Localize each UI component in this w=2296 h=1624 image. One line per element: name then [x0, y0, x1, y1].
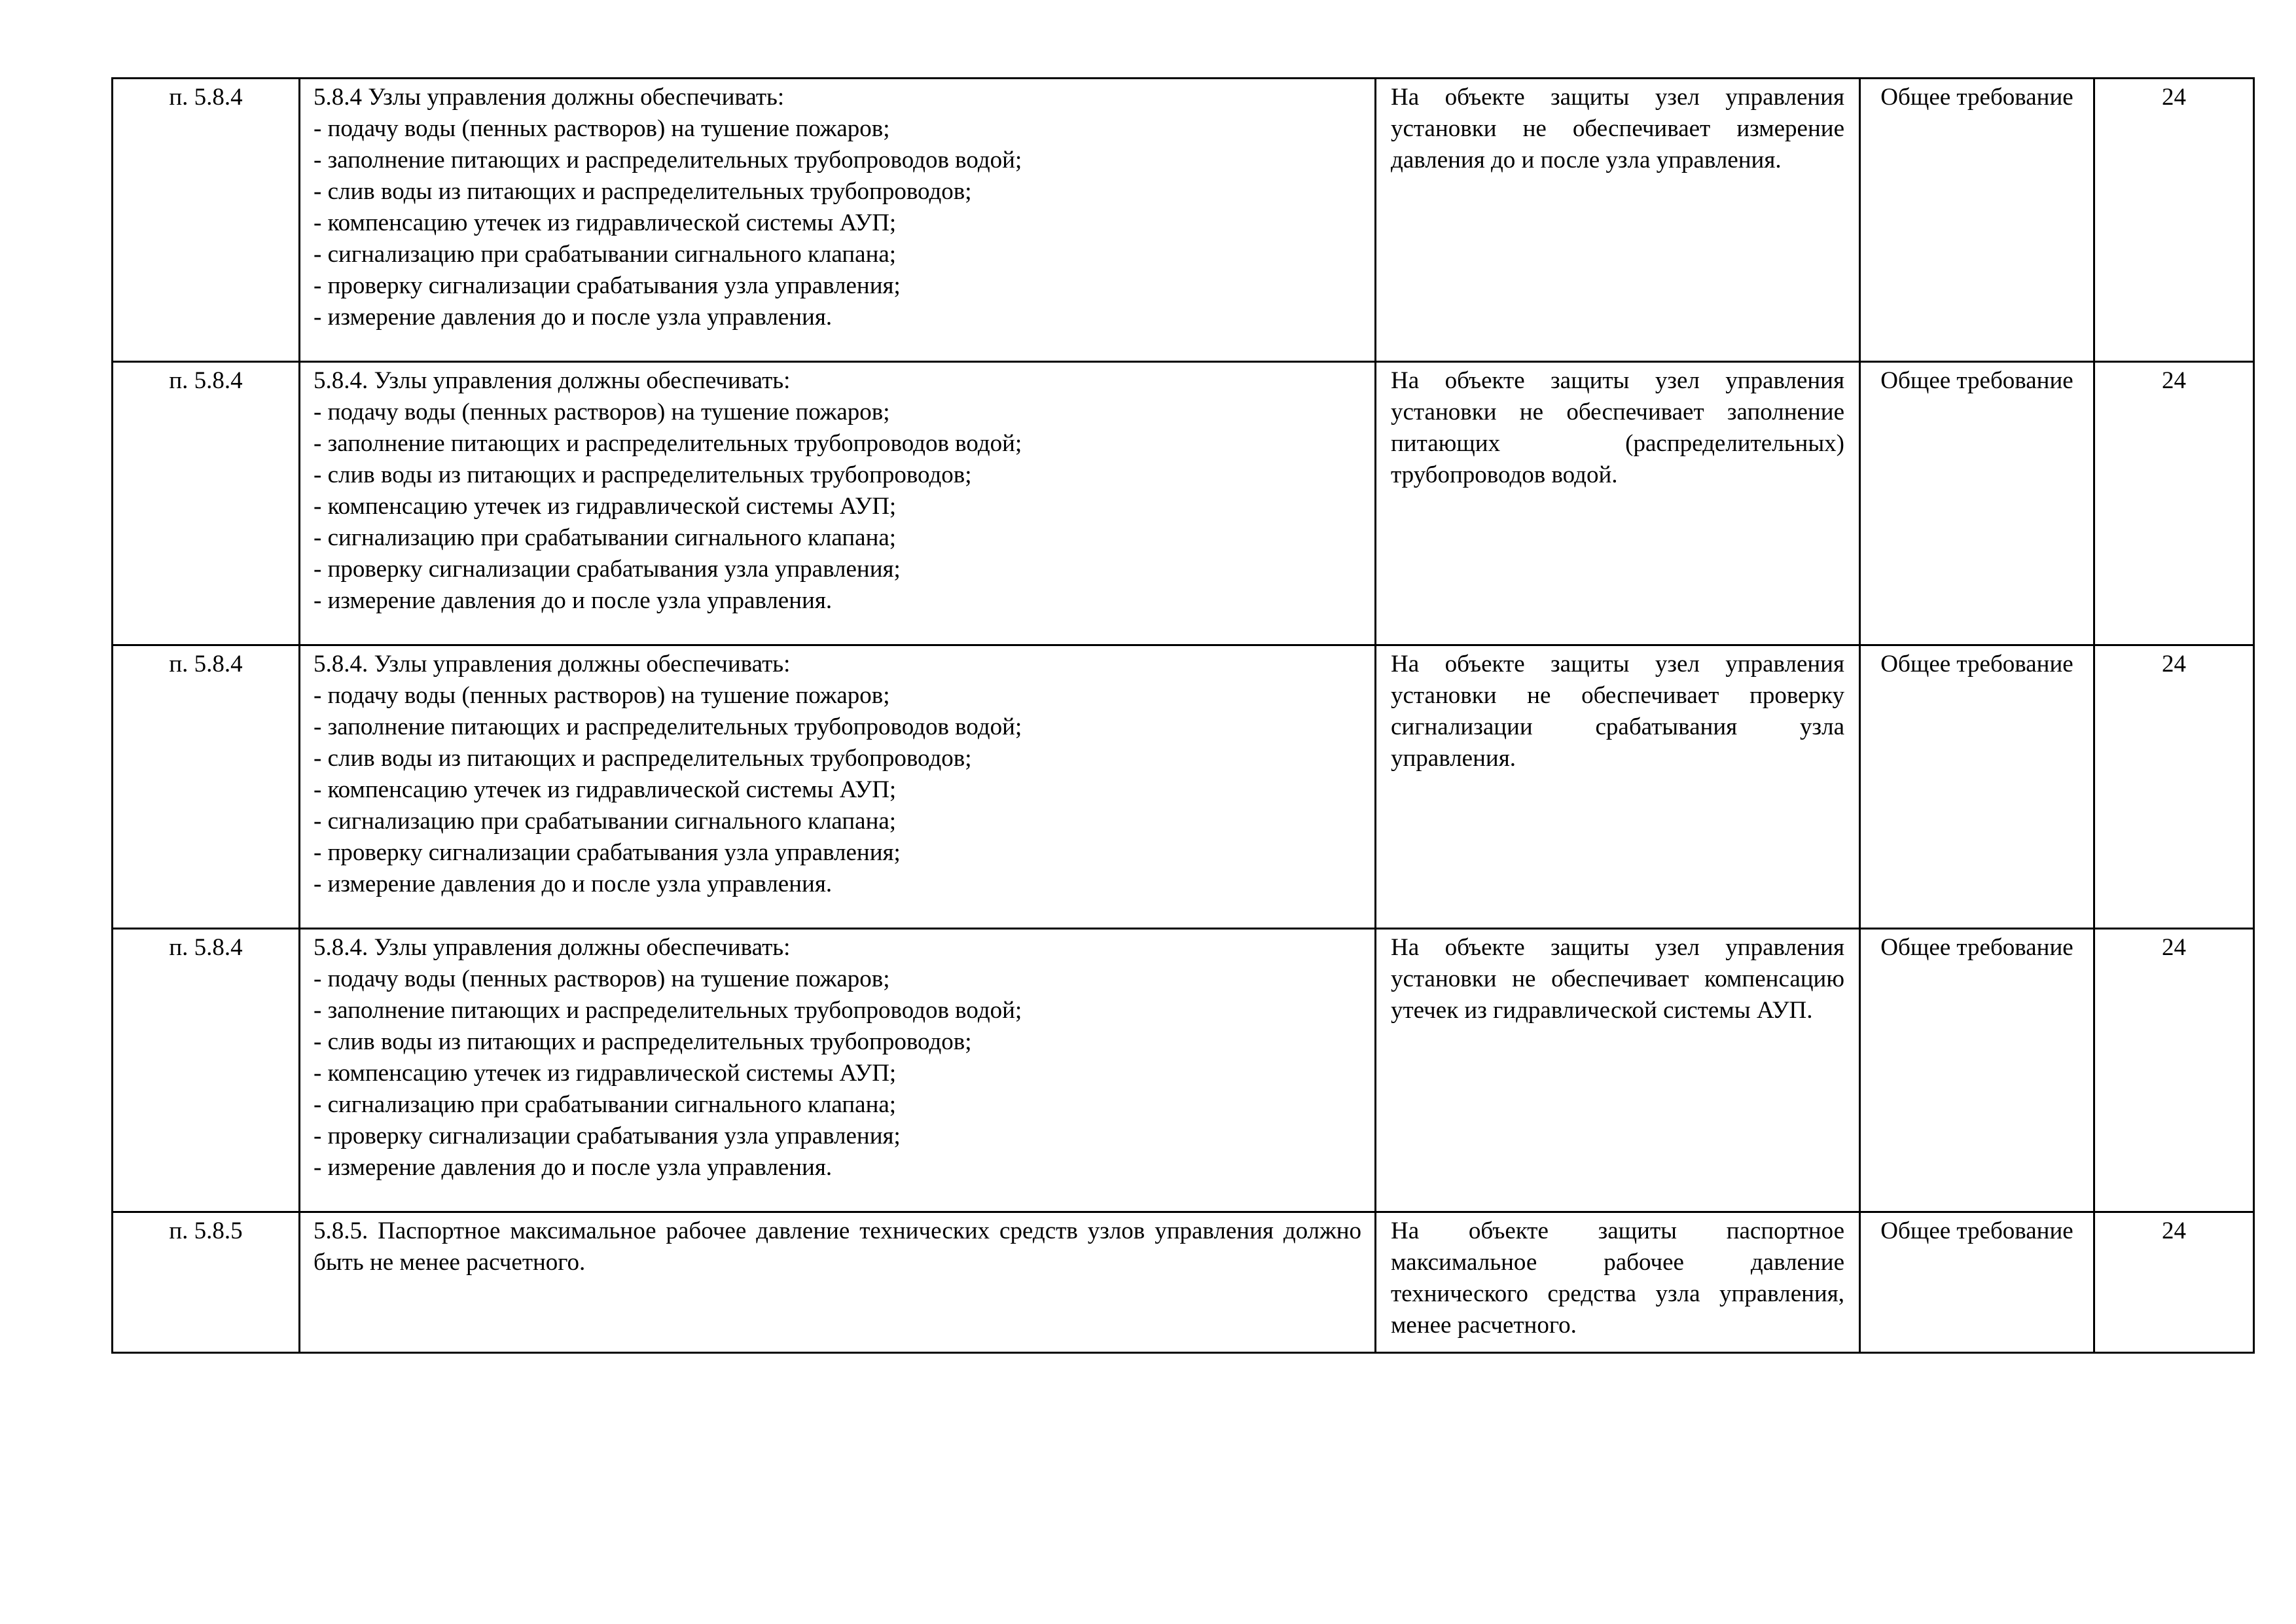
requirement-line: - подачу воды (пенных растворов) на тушение пожаров;: [314, 965, 890, 992]
violation-cell: На объекте защиты паспортное максимальное рабочее давление технического средства узла управления, менее расчетного.: [1376, 1212, 1860, 1353]
requirement-cell: [300, 79, 1376, 362]
requirement-line: 5.8.4 Узлы управления должны обеспечивать:: [314, 84, 785, 111]
requirement-line: - проверку сигнализации срабатывания узла управления;: [314, 1123, 901, 1149]
requirement-cell: [300, 645, 1376, 929]
requirement-line: 5.8.4. Узлы управления должны обеспечивать:: [314, 934, 791, 961]
clause-cell: п. 5.8.4: [113, 645, 300, 929]
violation-cell: На объекте защиты узел управления установки не обеспечивает компенсацию утечек из гидравлической системы АУП.: [1376, 929, 1860, 1212]
requirement-type-cell: Общее требование: [1860, 929, 2094, 1212]
table-row: [113, 362, 2254, 645]
requirement-cell: [300, 929, 1376, 1212]
requirement-line: - компенсацию утечек из гидравлической системы АУП;: [314, 493, 897, 520]
requirement-line: - компенсацию утечек из гидравлической системы АУП;: [314, 1060, 897, 1087]
clause-cell: п. 5.8.4: [113, 79, 300, 362]
clause-cell: п. 5.8.4: [113, 929, 300, 1212]
requirement-line: - проверку сигнализации срабатывания узла управления;: [314, 556, 901, 583]
requirement-line: 5.8.4. Узлы управления должны обеспечивать:: [314, 651, 791, 677]
requirement-line: - компенсацию утечек из гидравлической системы АУП;: [314, 776, 897, 803]
violation-cell: На объекте защиты узел управления установки не обеспечивает измерение давления до и после узла управления.: [1376, 79, 1860, 362]
number-cell: 24: [2094, 1212, 2254, 1353]
requirement-line: - заполнение питающих и распределительных трубопроводов водой;: [314, 713, 1022, 740]
requirement-line: - сигнализацию при срабатывании сигнального клапана;: [314, 524, 897, 551]
requirement-line: - проверку сигнализации срабатывания узла управления;: [314, 839, 901, 866]
requirement-type-cell: Общее требование: [1860, 645, 2094, 929]
requirement-line: - подачу воды (пенных растворов) на тушение пожаров;: [314, 682, 890, 709]
requirement-line: - слив воды из питающих и распределительных трубопроводов;: [314, 1028, 972, 1055]
requirements-table: [111, 77, 2255, 1354]
requirement-line: - измерение давления до и после узла управления.: [314, 304, 833, 331]
number-cell: 24: [2094, 929, 2254, 1212]
requirement-line: - измерение давления до и после узла управления.: [314, 587, 833, 614]
requirement-line: - подачу воды (пенных растворов) на тушение пожаров;: [314, 115, 890, 142]
requirement-cell: [300, 1212, 1376, 1353]
requirement-line: - подачу воды (пенных растворов) на тушение пожаров;: [314, 399, 890, 425]
requirement-line: 5.8.4. Узлы управления должны обеспечивать:: [314, 367, 791, 394]
table-row: [113, 1212, 2254, 1353]
requirement-type-cell: Общее требование: [1860, 1212, 2094, 1353]
requirement-line: - измерение давления до и после узла управления.: [314, 1154, 833, 1181]
requirement-line: - сигнализацию при срабатывании сигнального клапана;: [314, 241, 897, 268]
requirement-line: - заполнение питающих и распределительных трубопроводов водой;: [314, 147, 1022, 173]
requirement-line: - сигнализацию при срабатывании сигнального клапана;: [314, 808, 897, 835]
table-row: [113, 79, 2254, 362]
number-cell: 24: [2094, 362, 2254, 645]
requirement-paragraph: 5.8.5. Паспортное максимальное рабочее давление технических средств узлов управления должно быть не менее расчетного.: [314, 1218, 1361, 1276]
requirement-line: - заполнение питающих и распределительных трубопроводов водой;: [314, 430, 1022, 457]
requirement-cell: [300, 362, 1376, 645]
requirement-line: - компенсацию утечек из гидравлической системы АУП;: [314, 209, 897, 236]
table-row: [113, 645, 2254, 929]
number-cell: 24: [2094, 79, 2254, 362]
requirement-type-cell: Общее требование: [1860, 362, 2094, 645]
requirement-line: - слив воды из питающих и распределительных трубопроводов;: [314, 178, 972, 205]
clause-cell: п. 5.8.5: [113, 1212, 300, 1353]
clause-cell: п. 5.8.4: [113, 362, 300, 645]
violation-cell: На объекте защиты узел управления установки не обеспечивает заполнение питающих (распределительных) трубопроводов водой.: [1376, 362, 1860, 645]
requirement-line: - проверку сигнализации срабатывания узла управления;: [314, 272, 901, 299]
table-row: [113, 929, 2254, 1212]
number-cell: 24: [2094, 645, 2254, 929]
violation-cell: На объекте защиты узел управления установки не обеспечивает проверку сигнализации срабатывания узла управления.: [1376, 645, 1860, 929]
requirement-line: - сигнализацию при срабатывании сигнального клапана;: [314, 1091, 897, 1118]
requirement-line: - слив воды из питающих и распределительных трубопроводов;: [314, 745, 972, 772]
requirement-line: - заполнение питающих и распределительных трубопроводов водой;: [314, 997, 1022, 1024]
requirement-line: - измерение давления до и после узла управления.: [314, 871, 833, 897]
requirement-type-cell: Общее требование: [1860, 79, 2094, 362]
requirement-line: - слив воды из питающих и распределительных трубопроводов;: [314, 461, 972, 488]
